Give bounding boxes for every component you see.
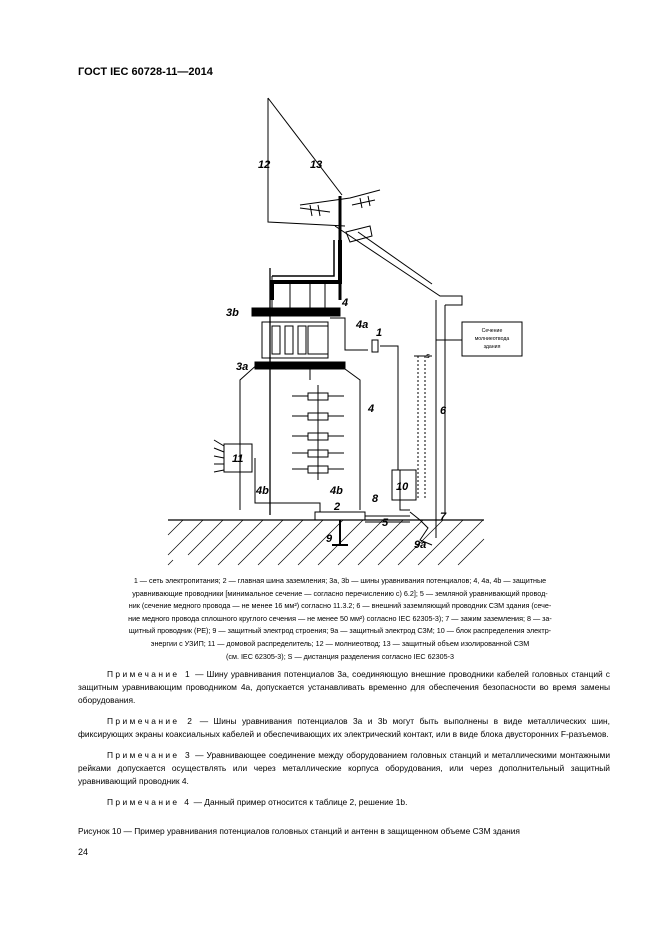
notes-section [78,668,610,817]
legend-line: 1 — сеть электропитания; 2 — главная шина заземления; 3a, 3b — шины уравнивания потенциалов; 4, 4a, 4b — защитные [133,576,547,585]
label-3a: 3a [236,361,249,373]
label-13: 13 [310,159,323,171]
label-4b-left: 4b [256,485,269,497]
figure-caption: Рисунок 10 — Пример уравнивания потенциалов головных станций и антенн в защищенном объеме СЗМ здания [78,826,520,836]
note-label: Примечание 4 [107,797,192,807]
legend-line: энергии с УЗИП; 11 — домовой распределитель; 12 — молниеотвод; 13 — защитный объем изолированной СЗМ [150,638,530,648]
note-1 [78,668,610,707]
figure-legend [70,575,610,663]
label-9a: 9a [414,539,427,551]
note-label: Примечание 1 [107,669,193,679]
box-text-3: здания [483,344,501,350]
label-10: 10 [396,481,409,493]
label-4-mid: 4 [368,403,375,415]
label-11: 11 [232,453,244,465]
note-4 [78,796,610,809]
legend-line: (см. IEC 62305-3); S — дистанция разделения согласно IEC 62305-3 [226,651,454,661]
label-4: 4 [342,297,349,309]
note-2 [78,715,610,741]
legend-line: ник (сечение медного провода — не менее 16 мм²) согласно 11.3.2; 6 — внешний заземляющий проводник СЗМ здания (сече- [128,601,552,611]
label-7: 7 [440,511,447,523]
label-3b: 3b [226,307,239,319]
note-text: — Шину уравнивания потенциалов 3a, соединяющую внешние проводники кабелей головных станций с защитным уравнивающим проводником 4a, допускается устанавливать временно для обеспечения безопасности во время замены оборудования. [78,669,610,705]
box-text-1: Сечение [481,328,503,334]
note-text: — Шины уравнивания потенциалов 3a и 3b могут быть выполнены в виде металлических шин, фиксирующих экраны коаксиальных кабелей и обеспечивающих их электрический контакт, или в виде блока двусторонних F-разъемов. [78,716,610,739]
label-5: 5 [382,517,389,529]
note-3 [78,749,610,788]
label-4a: 4a [356,319,369,331]
note-text: — Уравнивающее соединение между оборудованием головных станций и металлическими монтажными рейками допускается осуществлять или через металлические корпуса оборудования, или через дополнительный защитный уравнивающий проводник 4. [78,750,610,786]
box-text-2: молниеотвода [474,336,510,342]
label-4b-bottom: 4b [330,485,343,497]
label-6: 6 [440,405,447,417]
label-12: 12 [258,159,271,171]
label-1: 1 [376,327,383,339]
label-2: 2 [334,501,341,513]
note-label: Примечание 2 [107,716,195,726]
label-s: s [426,353,430,360]
label-9: 9 [326,533,333,545]
equipotential-bonding-diagram [150,90,510,570]
note-label: Примечание 3 [107,750,193,760]
label-8: 8 [372,493,379,505]
page-header: ГОСТ IEC 60728-11—2014 [78,66,213,78]
legend-line: ние медного провода сплошного круглого сечения — не менее 50 мм²) согласно IEC 62305-3); 7 — зажим заземления; 8 — за- [128,613,552,623]
legend-line: уравнивающие проводники [минимальное сечение — согласно перечислению c) 6.2]; 5 — земляной уравнивающий провод- [132,588,548,598]
legend-line: щитный проводник (PE); 9 — защитный электрод строения; 9a — защитный электрод СЗМ; 10 — блок распределения электр- [128,626,552,636]
page-number: 24 [78,847,89,857]
note-text: — Данный пример относится к таблице 2, решение 1b. [191,797,408,807]
